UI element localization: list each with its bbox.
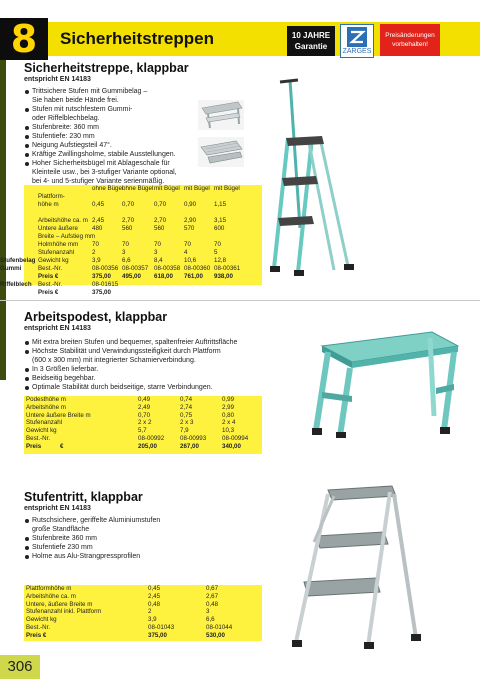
feature-item: Hoher Sicherheitsbügel mit Ablageschale für xyxy=(24,159,204,168)
feature-item: Stufentiefe 230 mm xyxy=(24,543,244,552)
tread-detail-image xyxy=(198,137,244,167)
feature-item: Neigung Aufstiegsteil 47°. xyxy=(24,141,204,150)
table-cell: 70 xyxy=(214,241,221,248)
page-header xyxy=(0,18,480,60)
table-cell: 938,00 xyxy=(214,273,233,280)
table-cell: 3,15 xyxy=(214,217,227,224)
feature-item: bei 4- und 5-stufiger Variante serienmäßig. xyxy=(32,178,165,185)
safety-stairs-image xyxy=(268,78,358,278)
table-row xyxy=(24,427,262,435)
section1-title: Sicherheitstreppe, klappbar xyxy=(24,61,189,75)
sidebar-bar xyxy=(0,60,6,380)
feature-item: große Standfläche xyxy=(32,526,90,533)
table-row-label: Plattformhöhe m xyxy=(26,585,72,592)
table-row-label: Gewicht kg xyxy=(26,427,57,435)
table-row-label: Stufenanzahl inkl. Plattform xyxy=(26,608,102,616)
table-group-label: Riffelblech xyxy=(0,281,32,288)
feature-item: Stufentiefe: 230 mm xyxy=(24,132,204,141)
table-cell: 08-00356 xyxy=(92,265,119,272)
feature-item: Höchste Stabilität und Verwindungssteifigkeit durch Plattform xyxy=(24,347,324,356)
table-cell: 205,00 xyxy=(138,442,157,450)
table-cell: 2,45 xyxy=(92,217,105,224)
table-header-cell: ohne Bügel xyxy=(92,185,124,192)
table-cell: 340,00 xyxy=(222,442,241,450)
table-row xyxy=(24,435,262,443)
table-row xyxy=(24,193,262,201)
table-row xyxy=(24,593,262,601)
table-cell: 4 xyxy=(184,249,188,256)
feature-item: Beidseitig begehbar. xyxy=(24,374,324,383)
table-cell: 7,9 xyxy=(180,427,189,435)
feature-item: Rutschsichere, geriffelte Aluminiumstufen xyxy=(24,516,244,525)
table-row xyxy=(0,281,262,289)
table-cell: 761,00 xyxy=(184,273,203,280)
section-divider xyxy=(0,300,480,301)
table-cell: 0,49 xyxy=(138,396,151,403)
table-cell: 2 x 3 xyxy=(180,419,194,427)
section3-spec-table xyxy=(24,585,262,641)
table-row xyxy=(24,404,262,412)
table-cell: 08-00993 xyxy=(180,434,207,442)
table-header-cell: ohne Bügel xyxy=(122,185,154,192)
feature-item: In 3 Größen lieferbar. xyxy=(24,365,324,374)
table-cell: 08-00994 xyxy=(222,434,249,442)
table-cell: 0,90 xyxy=(184,201,197,208)
section1-features xyxy=(24,87,204,186)
feature-item: Kräftige Zwillingsholme, stabile Ausstellungen. xyxy=(24,150,204,159)
price-note-line-1: Preisänderungen xyxy=(385,32,435,39)
step-stool-image xyxy=(292,482,422,650)
price-note-line-2: vorbehalten! xyxy=(392,41,428,48)
table-unit: € xyxy=(60,442,64,450)
table-cell: 0,80 xyxy=(222,411,235,419)
section2-spec-table xyxy=(24,396,262,454)
table-cell: 0,45 xyxy=(92,201,105,208)
table-cell: 3 xyxy=(206,608,210,616)
table-cell: 375,00 xyxy=(92,273,111,280)
table-cell: 2,90 xyxy=(184,217,197,224)
table-cell: 0,75 xyxy=(180,411,193,419)
section2-title: Arbeitspodest, klappbar xyxy=(24,310,168,324)
feature-item: Stufenbreite 360 mm xyxy=(24,534,244,543)
table-row-label: Plattform- xyxy=(38,193,65,200)
table-row xyxy=(24,241,262,249)
table-cell: 3 xyxy=(154,249,158,256)
table-cell: 08-00361 xyxy=(214,265,241,272)
section1-spec-table xyxy=(0,185,262,296)
table-row-label: Gewicht kg xyxy=(38,257,69,264)
section2-subtitle: entspricht EN 14183 xyxy=(24,325,91,332)
table-cell: 495,00 xyxy=(122,273,141,280)
table-row-label: Stufenanzahl xyxy=(26,419,63,427)
table-cell: 560 xyxy=(154,225,165,232)
table-cell: 1,15 xyxy=(214,201,227,208)
table-cell: 70 xyxy=(184,241,191,248)
table-row-label: Gewicht kg xyxy=(26,616,57,624)
table-cell: 3,9 xyxy=(148,616,157,624)
table-row xyxy=(24,585,262,593)
table-row-label: Holmhöhe mm xyxy=(38,241,79,248)
table-cell: 570 xyxy=(184,225,195,232)
table-row xyxy=(24,632,262,640)
table-cell: 2 x 4 xyxy=(222,419,236,427)
table-cell: 2,45 xyxy=(148,592,161,600)
table-row xyxy=(24,616,262,624)
table-cell: 2,74 xyxy=(180,403,193,411)
table-cell: 70 xyxy=(122,241,129,248)
feature-item: (600 x 300 mm) mit integrierter Schamierverbindung. xyxy=(32,357,196,364)
table-cell: 2 xyxy=(92,249,96,256)
table-row xyxy=(24,273,262,281)
table-cell: 530,00 xyxy=(206,631,225,639)
table-cell: 3 xyxy=(122,249,126,256)
table-row-label: Arbeitshöhe ca. m xyxy=(26,592,76,600)
table-cell: 0,67 xyxy=(206,585,219,592)
table-row xyxy=(24,225,262,233)
table-header-cell: mit Bügel xyxy=(154,185,180,192)
table-row-label: Arbeitshöhe ca. m xyxy=(38,217,88,224)
table-cell: 0,48 xyxy=(206,600,219,608)
section3-features xyxy=(24,516,244,561)
table-row-label: Arbeitshöhe m xyxy=(26,403,66,411)
table-cell: 8,4 xyxy=(154,257,163,264)
feature-item: Holme aus Alu-Strangpressprofilen xyxy=(24,552,244,561)
table-row xyxy=(24,209,262,217)
brand-logo xyxy=(340,24,374,58)
table-cell: 375,00 xyxy=(92,289,111,296)
table-row xyxy=(24,601,262,609)
table-cell: 267,00 xyxy=(180,442,199,450)
brand-name: ZARGES xyxy=(342,48,372,55)
table-cell: 2,67 xyxy=(206,592,219,600)
zarges-logo-icon xyxy=(346,26,368,48)
table-row-label: Best.-Nr. xyxy=(38,265,63,272)
table-cell: 2,49 xyxy=(138,403,151,411)
table-cell: 2,70 xyxy=(154,217,167,224)
table-cell: 5,7 xyxy=(138,427,147,435)
table-cell: 70 xyxy=(92,241,99,248)
table-row-label: Best.-Nr. xyxy=(26,434,51,442)
table-row-label: Stufenanzahl xyxy=(38,249,75,256)
table-row xyxy=(24,396,262,404)
table-row xyxy=(24,443,262,451)
section2-features xyxy=(24,338,324,392)
table-row-label: Preis € xyxy=(26,631,47,639)
table-row-label: Preis € xyxy=(38,289,59,296)
garantie-line-1: 10 JAHRE xyxy=(291,31,331,40)
table-cell: 08-00358 xyxy=(154,265,181,272)
feature-item: Trittsichere Stufen mit Gummibelag – xyxy=(24,87,204,96)
section3-subtitle: entspricht EN 14183 xyxy=(24,505,91,512)
table-cell: 08-00992 xyxy=(138,434,165,442)
table-row xyxy=(24,624,262,632)
table-cell: 0,48 xyxy=(148,600,161,608)
table-cell: 12,8 xyxy=(214,257,227,264)
table-cell: 0,74 xyxy=(180,396,193,403)
table-row xyxy=(24,419,262,427)
table-group-label: Gummi xyxy=(0,265,22,272)
table-row-label: Podesthöhe m xyxy=(26,396,66,403)
table-cell: 70 xyxy=(154,241,161,248)
table-cell: 10,3 xyxy=(222,427,235,435)
table-cell: 375,00 xyxy=(148,631,167,639)
table-row-label: Preis xyxy=(26,442,42,450)
section3-title: Stufentritt, klappbar xyxy=(24,490,143,504)
feature-item: oder Riffelblechbelag. xyxy=(32,115,100,122)
table-row xyxy=(24,289,262,297)
table-cell: 0,99 xyxy=(222,396,235,403)
table-cell: 480 xyxy=(92,225,103,232)
table-cell: 08-01615 xyxy=(92,281,119,288)
table-row-label: Breite – Aufstieg mm xyxy=(38,233,96,240)
table-cell: 2,70 xyxy=(122,217,135,224)
table-row xyxy=(24,412,262,420)
table-cell: 6,6 xyxy=(206,616,215,624)
table-cell: 08-01043 xyxy=(148,623,175,631)
feature-item: Optimale Stabilität durch beidseitige, starre Verbindungen. xyxy=(24,383,324,392)
table-header-cell: mit Bügel xyxy=(214,185,240,192)
table-row-label: Untere, äußere Breite m xyxy=(26,600,93,608)
table-header-row xyxy=(24,185,262,193)
garantie-line-2: Garantie xyxy=(294,42,328,51)
section1-subtitle: entspricht EN 14183 xyxy=(24,76,91,83)
price-change-note xyxy=(380,24,440,56)
chapter-title: Sicherheitstreppen xyxy=(60,29,214,48)
table-cell: 0,70 xyxy=(122,201,135,208)
table-cell: 618,00 xyxy=(154,273,173,280)
table-cell: 3,9 xyxy=(92,257,101,264)
feature-item: Kleinteile usw., bei 3-stufiger Variante optional, xyxy=(32,169,177,176)
table-cell: 08-01044 xyxy=(206,623,233,631)
table-cell: 10,6 xyxy=(184,257,197,264)
table-cell: 0,70 xyxy=(154,201,167,208)
table-row xyxy=(0,257,262,265)
table-cell: 2,99 xyxy=(222,403,235,411)
table-cell: 08-00360 xyxy=(184,265,211,272)
garantie-badge xyxy=(287,26,335,56)
work-platform-image xyxy=(312,326,462,438)
table-row-label: Preis € xyxy=(38,273,59,280)
table-row xyxy=(24,201,262,209)
feature-item: Stufen mit rutschfestem Gummi- xyxy=(24,105,204,114)
table-row-label: Untere äußere xyxy=(38,225,78,232)
table-cell: 600 xyxy=(214,225,225,232)
table-cell: 08-00357 xyxy=(122,265,149,272)
chapter-number: 8 xyxy=(0,18,48,60)
table-cell: 6,6 xyxy=(122,257,131,264)
table-row xyxy=(0,265,262,273)
table-cell: 0,70 xyxy=(138,411,151,419)
table-header-cell: mit Bügel xyxy=(184,185,210,192)
feature-item: Mit extra breiten Stufen und bequemer, spaltenfreier Auftrittsfläche xyxy=(24,338,324,347)
page-number: 306 xyxy=(0,655,40,679)
feature-item: Stufenbreite: 360 mm xyxy=(24,123,204,132)
table-row xyxy=(24,608,262,616)
table-cell: 2 x 2 xyxy=(138,419,152,427)
table-row xyxy=(24,249,262,257)
table-cell: 2 xyxy=(148,608,152,616)
feature-item: Sie haben beide Hände frei. xyxy=(32,97,119,104)
table-cell: 5 xyxy=(214,249,218,256)
table-row-label: Best.-Nr. xyxy=(26,623,51,631)
table-row-label: Best.-Nr. xyxy=(38,281,63,288)
table-cell: 0,45 xyxy=(148,585,161,592)
table-group-label: Stufenbelag xyxy=(0,257,36,264)
table-row xyxy=(24,233,262,241)
table-row-label: höhe m xyxy=(38,201,59,208)
table-row xyxy=(24,217,262,225)
table-row-label: Untere äußere Breite m xyxy=(26,411,91,419)
step-detail-image xyxy=(198,100,244,130)
table-cell: 560 xyxy=(122,225,133,232)
